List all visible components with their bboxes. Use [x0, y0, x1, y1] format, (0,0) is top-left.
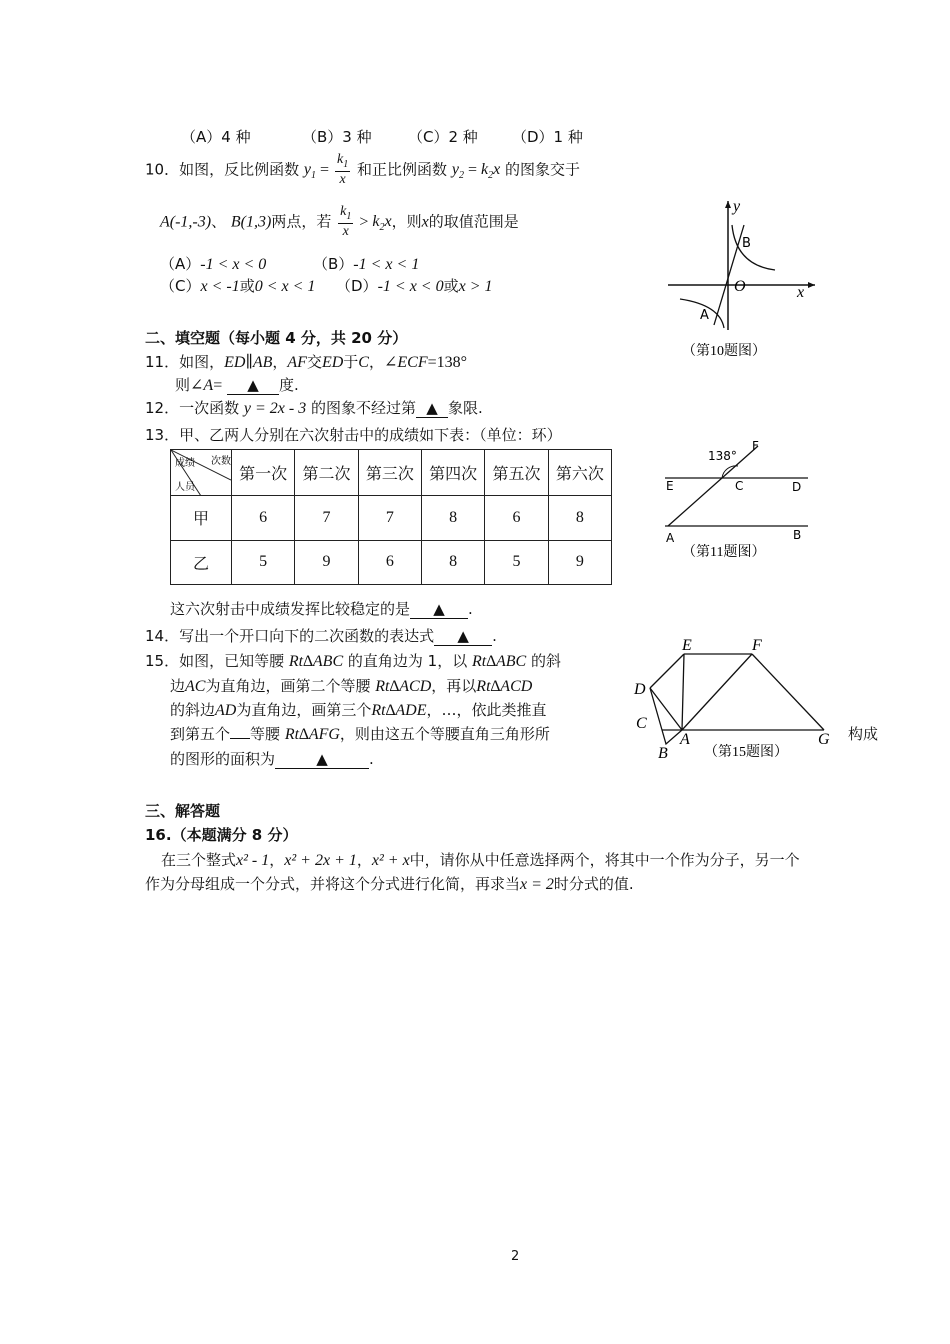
q11-line-2: 则∠A= ▲ 度.: [175, 376, 299, 394]
col-header-6: 第六次: [548, 450, 611, 496]
q15-fig-c-label: C: [636, 715, 647, 732]
q15-line-2: 边AC为直角边，画第二个等腰 Rt∆ACD，再以Rt∆ACD: [170, 677, 533, 695]
table-cell: 9: [548, 540, 611, 585]
col-header-2: 第二次: [295, 450, 358, 496]
q15-line-1: 15．如图，已知等腰 Rt∆ABC 的直角边为 1，以 Rt∆ABC 的斜: [145, 652, 562, 670]
q9-option-b: （B）3 种: [302, 128, 372, 146]
q14-answer-blank[interactable]: ▲: [434, 627, 492, 646]
q10-y1: $y_1$: [303, 161, 316, 182]
col-header-3: 第三次: [358, 450, 421, 496]
q11-fig-angle-label: 138°: [708, 449, 737, 463]
q10-fig-o-label: O: [734, 278, 746, 295]
q10-option-c: （C）x < -1或0 < x < 1: [160, 277, 316, 295]
q16-heading: 16.（本题满分 8 分）: [145, 826, 298, 844]
page-number: 2: [511, 1249, 520, 1264]
q15-line-5: 的图形的面积为 ▲ .: [170, 750, 374, 768]
q11-fig-e-label: E: [666, 479, 674, 493]
table-cell: 5: [485, 540, 548, 585]
q10-line-1: 10．如图，反比例函数 $y_1$ = $\frac{k_1}{x}$ 和正比例函数 $y_2 = k_2x$ 的图象交于: [145, 152, 580, 187]
q16-line-1: 在三个整式x² - 1，x² + 2x + 1，x² + x中，请你从中任意选择两个，将其中一个作为分子，另一个: [161, 851, 800, 869]
q10-point-b: B(1,3): [230, 213, 272, 231]
table-cell: 6: [358, 540, 421, 585]
q9-option-c: （C）2 种: [408, 128, 478, 146]
q11-fig-d-label: D: [792, 480, 802, 494]
table-cell: 5: [232, 540, 295, 585]
q10-line-2: A(-1,-3)、 B(1,3)两点，若 $\frac{k_1}{x}$ > $k_2x$，则x的取值范围是: [160, 204, 519, 239]
q10-fig-y-label: y: [733, 198, 741, 215]
table-cell: 7: [358, 496, 421, 541]
col-header-5: 第五次: [485, 450, 548, 496]
q11-figure: [660, 438, 810, 568]
table-row: [171, 496, 612, 541]
table-cell: 8: [421, 496, 484, 541]
q11-answer-blank[interactable]: ▲: [227, 376, 279, 395]
q10-option-a: （A）-1 < x < 0: [160, 255, 267, 273]
q13-answer-blank[interactable]: ▲: [410, 600, 468, 619]
q10-figure-caption: （第10题图）: [682, 344, 766, 359]
q15-figure: [628, 632, 838, 764]
q11-fig-a-label: A: [666, 531, 675, 545]
q9-option-a: （A）4 种: [181, 128, 251, 146]
q10-fig-x-label: x: [797, 284, 805, 301]
q10-option-b: （B）-1 < x < 1: [313, 255, 420, 273]
table-cell: 8: [421, 540, 484, 585]
q15-fig-a-label: A: [680, 731, 690, 748]
q14-line: 14．写出一个开口向下的二次函数的表达式 ▲ .: [145, 627, 497, 645]
table-cell: 8: [548, 496, 611, 541]
q15-fig-d-label: D: [634, 681, 646, 698]
q15-figure-caption: （第15题图）: [704, 745, 788, 760]
table-corner-cell: [171, 450, 232, 496]
q10-fig-a-label: A: [700, 308, 709, 323]
svg-text:人员: 人员: [175, 482, 195, 493]
table-cell: 9: [295, 540, 358, 585]
q15-fig-g-label: G: [818, 731, 830, 748]
q10-y2: $y_2$: [451, 161, 464, 182]
row-name: 甲: [171, 496, 232, 541]
q10-fig-b-label: B: [742, 236, 751, 251]
q11-fig-b-label: B: [793, 528, 802, 542]
q16-line-2: 作为分母组成一个分式，并将这个分式进行化简，再求当x = 2时分式的值.: [145, 875, 634, 893]
q12-answer-blank[interactable]: ▲: [416, 399, 448, 418]
q15-fig-f-label: F: [752, 637, 762, 654]
q13-line: 13．甲、乙两人分别在六次射击中的成绩如下表：（单位：环）: [145, 426, 562, 444]
q10-number: 10．: [145, 160, 180, 179]
q9-option-d: （D）1 种: [512, 128, 583, 146]
q10-k1-over-x-2: $\frac{k_1}{x}$: [340, 204, 352, 239]
table-cell: 7: [295, 496, 358, 541]
q15-line-3: 的斜边AD为直角边，画第三个Rt∆ADE，…，依此类推直: [170, 701, 547, 719]
table-row: [171, 540, 612, 585]
q15-fig-e-label: E: [682, 637, 692, 654]
section-2-title: 二、填空题（每小题 4 分，共 20 分）: [145, 329, 408, 347]
q15-fig-b-label: B: [658, 745, 668, 762]
q10-figure: [660, 195, 820, 365]
q15-answer-blank[interactable]: ▲: [275, 750, 369, 769]
svg-text:次数: 次数: [211, 456, 231, 467]
score-table: [170, 449, 612, 585]
table-cell: 6: [485, 496, 548, 541]
q12-line: 12．一次函数 y = 2x - 3 的图象不经过第 ▲ 象限.: [145, 399, 483, 417]
q15-line-4: 到第五个 等腰 Rt∆AFG，则由这五个等腰直角三角形所: [170, 725, 550, 743]
q10-point-a: A(-1,-3): [160, 213, 212, 231]
q11-fig-c-label: C: [735, 479, 744, 493]
q11-figure-caption: （第11题图）: [682, 545, 766, 560]
q10-option-d: （D）-1 < x < 0或x > 1: [336, 277, 493, 295]
col-header-1: 第一次: [232, 450, 295, 496]
q10-k2x: $k_2x$: [480, 161, 501, 182]
q11-fig-f-label: F: [752, 439, 759, 453]
svg-text:成绩: 成绩: [175, 458, 195, 469]
table-cell: 6: [232, 496, 295, 541]
q15-side-text: 构成: [848, 725, 879, 743]
row-name: 乙: [171, 540, 232, 585]
section-3-title: 三、解答题: [145, 802, 221, 820]
q13-question: 这六次射击中成绩发挥比较稳定的是 ▲ .: [170, 600, 473, 618]
q11-line-1: 11．如图，ED∥AB，AF交ED于C，∠ECF=138°: [145, 353, 468, 371]
col-header-4: 第四次: [421, 450, 484, 496]
q10-k1-over-x: $\frac{k_1}{x}$: [337, 152, 349, 187]
